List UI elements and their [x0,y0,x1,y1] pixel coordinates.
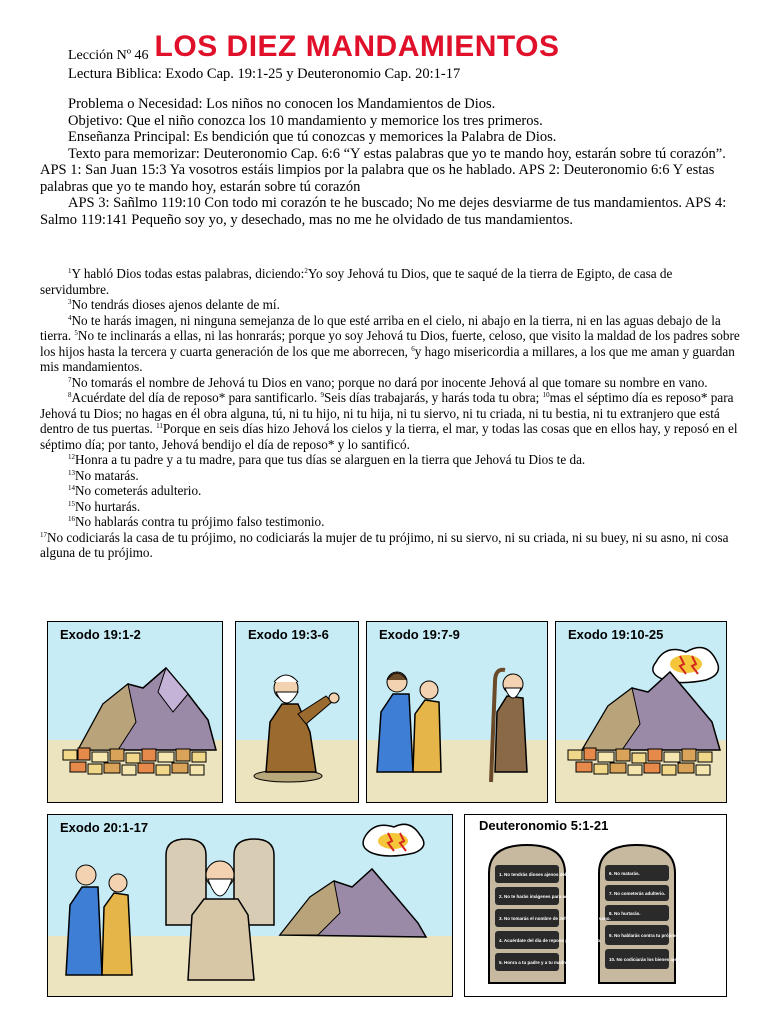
moses-praying-illustration [236,622,358,802]
panel-label: Deuteronomio 5:1-21 [479,818,609,833]
panel-label: Exodo 19:1-2 [60,627,141,642]
lesson-line [68,30,748,66]
tablet-left-3: 3. No tomarás el nombre de Jehová tu Dios en vano. [499,916,611,921]
verse-17: $^{17}$No codiciarás la casa de tu prójimo, no codiciarás la mujer de tu prójimo, ni su siervo, ni su criada, ni su buey, ni su asno, ni cosa alguna de tu prójimo. [40,529,729,560]
tablet-left-1: 1. No tendrás dioses ajenos delante de mí. [499,872,590,877]
verse-14: $^{14}$No cometerás adulterio. [68,483,202,498]
verse-13: $^{13}$No matarás. [68,467,139,483]
verse-3: $^3$No tendrás dioses ajenos delante de mí. [68,297,280,312]
tablet-left-4: 4. Acuérdate del día de reposo para santificarlo. [499,938,602,943]
ten-commandments-tablets [465,815,726,996]
scripture-passage [40,266,740,561]
panel-label: Exodo 19:10-25 [568,627,664,642]
tablet-right-8: 8. No hurtarás. [609,911,641,916]
lesson-header [68,30,748,83]
illustration-panel-5 [47,814,453,997]
verse-12: $^{12}$Honra a tu padre y a tu madre, para que tus días se alarguen en la tierra que Jehová tu Dios te da. [68,452,586,467]
tablet-left-5: 5. Honra a tu padre y a tu madre. [499,960,569,965]
problem-text: Problema o Necesidad: Los niños no conocen los Mandamientos de Dios. [68,96,496,112]
illustration-panel-3 [366,621,548,803]
illustration-panel-6 [464,814,727,997]
tablet-right-6: 6. No matarás. [609,871,640,876]
mountain-cloud-illustration [556,622,726,802]
page-title: LOS DIEZ MANDAMIENTOS [154,30,560,63]
verse-1-2: $^1$Y habló Dios todas estas palabras, diciendo:$^2$Yo soy Jehová tu Dios, que te saqué de la tierra de Egipto, de casa de servidumbre. [40,266,673,297]
memory-verse-text: Texto para memorizar: Deuteronomio Cap. 6:6 “Y estas palabras que yo te mando hoy, estarán sobre tú corazón”. APS 1: San Juan 15:3 Ya vosotros estáis limpios por la palabra que os he hablado. APS 2: Deuteronomio 6:6 Y estas palabras que yo te mando hoy, estarán sobre tú corazón [40,145,726,195]
panel-label: Exodo 20:1-17 [60,820,149,835]
bible-reading: Lectura Biblica: Exodo Cap. 19:1-25 y Deuteronomio Cap. 20:1-17 [68,66,461,82]
tablet-right-9: 9. No hablarás contra tu prójimo falso testimonio. [609,933,716,938]
illustration-panel-2 [235,621,359,803]
tablet-right-10: 10. No codiciarás los bienes ajenos. [609,957,687,962]
panel-label: Exodo 19:7-9 [379,627,460,642]
lesson-number: Lección Nº 46 [68,48,149,63]
verse-7: $^7$No tomarás el nombre de Jehová tu Dios en vano; porque no dará por inocente Jehová al que tomare su nombre en vano. [68,374,708,390]
panel-label: Exodo 19:3-6 [248,627,329,642]
main-teaching-text: Enseñanza Principal: Es bendición que tú conozcas y memorices la Palabra de Dios. [68,129,557,145]
aps-text: APS 3: Sañlmo 119:10 Con todo mi corazón te he buscado; No me dejes desviarme de tus mandamientos. APS 4: Salmo 119:141 Pequeño soy yo, y desechado, mas no me he olvidado de tus mandamientos. [40,195,727,228]
verse-4-6: $^4$No te harás imagen, ni ninguna semejanza de lo que esté arriba en el cielo, ni abajo en la tierra, ni en las aguas debajo de la tierra. $^5$No te inclinarás a ellas, ni las honrarás; porque yo soy Jehová tu Dios, fuerte, celoso, que visito la maldad de los padres sobre los hijos hasta la tercera y cuarta generación de los que me aborrecen, $^6$y hago misericordia a millares, a los que me aman y guardan mis mandamientos. [40,312,740,374]
verse-16: $^{16}$No hablarás contra tu prójimo falso testimonio. [68,514,325,529]
tablet-right-7: 7. No cometerás adulterio. [609,891,666,896]
objective-text: Objetivo: Que el niño conozca los 10 mandamiento y memorice los tres primeros. [68,112,543,129]
lesson-intro [40,96,740,228]
illustration-panel-4 [555,621,727,803]
tablet-left-2: 2. No te harás imágenes para adorar. [499,894,578,899]
verse-8-11: $^8$Acuérdate del día de reposo* para santificarlo. $^9$Seis días trabajarás, y harás toda tu obra; $^{10}$mas el séptimo día es reposo* para Jehová tu Dios; no hagas en él obra alguna, tú, ni tu hijo, ni tu hija, ni tu siervo, ni tu criada, ni tu bestia, ni tu extranjero que está dentro de tus puertas. $^{11}$Porque en seis días hizo Jehová los cielos y la tierra, el mar, y todas las cosas que en ellos hay, y reposó en el séptimo día; por tanto, Jehová bendijo el día de reposo* y lo santificó. [40,390,738,452]
verse-15: $^{15}$No hurtarás. [68,498,141,514]
moses-tablets-illustration [48,815,452,996]
moses-elders-illustration [367,622,547,802]
illustration-panel-1 [47,621,223,803]
mountain-city-illustration [48,622,222,802]
